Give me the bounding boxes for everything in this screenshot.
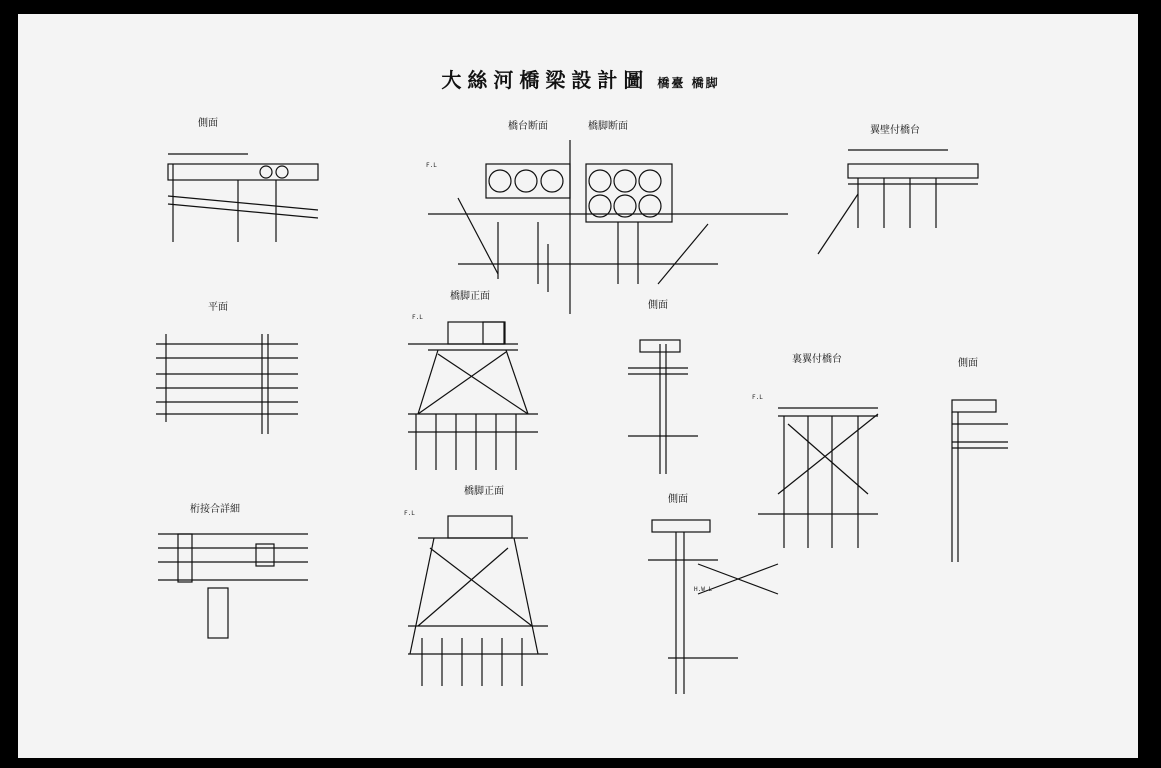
subtitle-text: 橋臺 橋脚 xyxy=(657,76,720,90)
side-view-2 xyxy=(628,340,698,474)
drawing-sheet xyxy=(18,14,1138,758)
fl-mark-2: F.L xyxy=(412,314,423,321)
fl-mark-4: F.L xyxy=(404,510,415,517)
bridge-abutment-view xyxy=(758,408,878,548)
label-side-view-2: 側面 xyxy=(648,300,668,311)
label-plan-view: 平面 xyxy=(208,302,228,313)
wall-abutment-view xyxy=(818,150,978,254)
label-abutment-section: 橋台断面 xyxy=(508,121,548,132)
engineering-drawing xyxy=(18,14,1138,758)
fl-mark-1: F.L xyxy=(426,162,437,169)
label-side-view-4: 側面 xyxy=(668,494,688,505)
label-pier-front-1: 橋脚正面 xyxy=(450,291,490,302)
label-bridge-abutment: 裏翼付橋台 xyxy=(792,354,842,365)
label-joint-detail: 桁接合詳細 xyxy=(190,504,240,515)
label-pier-front-2: 橋脚正面 xyxy=(464,486,504,497)
title-text: 大絲河橋梁設計圖 xyxy=(441,68,650,92)
label-pier-section: 橋脚断面 xyxy=(588,121,628,132)
side-view-4 xyxy=(648,520,778,694)
hwl-mark: H.W.L xyxy=(694,586,713,593)
drawing-title xyxy=(0,64,1161,93)
plan-view xyxy=(156,334,298,434)
pier-front-view-1 xyxy=(408,322,538,470)
pier-front-view-2 xyxy=(408,516,548,686)
joint-detail-view xyxy=(158,534,308,638)
label-side-view-1: 側面 xyxy=(198,118,218,129)
side-view-3 xyxy=(952,400,1008,562)
side-view-1 xyxy=(168,154,318,242)
label-wall-abutment: 翼壁付橋台 xyxy=(870,125,920,136)
label-side-view-3: 側面 xyxy=(958,358,978,369)
fl-mark-3: F.L xyxy=(752,394,763,401)
